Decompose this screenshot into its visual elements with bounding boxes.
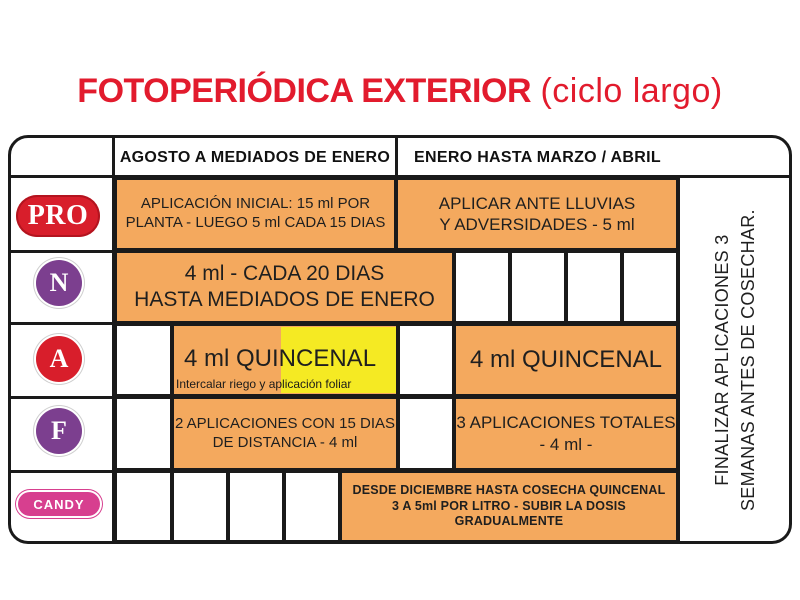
candy-empty-cell xyxy=(284,471,340,542)
candy-badge: CANDY xyxy=(18,492,100,516)
a-empty-cell xyxy=(398,324,454,396)
candy-cell-line1: DESDE DICIEMBRE HASTA COSECHA QUINCENAL xyxy=(352,483,666,498)
candy-cell-line2: 3 A 5ml POR LITRO - SUBIR LA DOSIS GRADUALMENTE xyxy=(392,498,626,529)
candy-cell-dose xyxy=(340,471,678,542)
n-badge: N xyxy=(36,260,82,306)
pro-cell-initial-line2: PLANTA - LUEGO 5 ml CADA 15 DIAS xyxy=(125,214,386,231)
f-cell-three-apps xyxy=(454,397,678,470)
pro-cell-rain-line1: APLICAR ANTE LLUVIAS xyxy=(438,193,636,213)
f-cell-line1: 2 APLICACIONES CON 15 DIAS xyxy=(174,414,396,432)
title-sub: (ciclo largo) xyxy=(540,72,723,110)
a-cell-note: Intercalar riego y aplicación foliar xyxy=(176,377,352,391)
candy-empty-cell xyxy=(172,471,228,542)
f-cell-line2: DE DISTANCIA - 4 ml xyxy=(212,433,358,451)
harvest-note-line2: SEMANAS ANTES DE COSECHAR. xyxy=(738,209,758,511)
n-cell-line2: HASTA MEDIADOS DE ENERO xyxy=(134,288,435,311)
column-header-aug-jan: AGOSTO A MEDIADOS DE ENERO xyxy=(119,148,391,166)
n-empty-cell xyxy=(510,251,566,323)
pro-cell-rain xyxy=(396,178,678,250)
harvest-note-text xyxy=(709,209,761,511)
n-empty-cell xyxy=(566,251,622,323)
a-cell-biweekly-late xyxy=(454,324,678,396)
n-cell-dose xyxy=(115,251,454,323)
a-cell-biweekly xyxy=(172,324,398,396)
pro-cell-initial-line1: APLICACIÓN INICIAL: 15 ml POR xyxy=(140,195,371,213)
pro-cell-initial xyxy=(115,178,396,250)
a-badge: A xyxy=(36,336,82,382)
n-empty-cell xyxy=(622,251,678,323)
f-empty-cell xyxy=(115,397,172,470)
f-cell-two-apps xyxy=(172,397,398,470)
title-main: FOTOPERIÓDICA EXTERIOR xyxy=(77,72,532,110)
f-badge: F xyxy=(36,408,82,454)
n-empty-cell xyxy=(454,251,510,323)
a-cell-main: 4 ml QUINCENAL xyxy=(184,345,377,372)
candy-empty-cell xyxy=(228,471,284,542)
a-empty-cell xyxy=(115,324,172,396)
a-cell-late-main: 4 ml QUINCENAL xyxy=(469,346,663,373)
f-cell-late-line2: - 4 ml - xyxy=(539,434,593,454)
f-empty-cell xyxy=(398,397,454,470)
n-cell-line1: 4 ml - CADA 20 DIAS xyxy=(184,261,385,285)
harvest-note-line1: FINALIZAR APLICACIONES 3 xyxy=(711,234,732,486)
page-title xyxy=(0,72,800,111)
pro-badge: PRO xyxy=(16,195,100,237)
candy-empty-cell xyxy=(115,471,172,542)
harvest-note xyxy=(680,180,790,540)
f-cell-late-line1: 3 APLICACIONES TOTALES xyxy=(456,413,676,433)
column-header-jan-apr: ENERO HASTA MARZO / ABRIL xyxy=(414,148,661,166)
pro-cell-rain-line2: Y ADVERSIDADES - 5 ml xyxy=(439,215,635,234)
